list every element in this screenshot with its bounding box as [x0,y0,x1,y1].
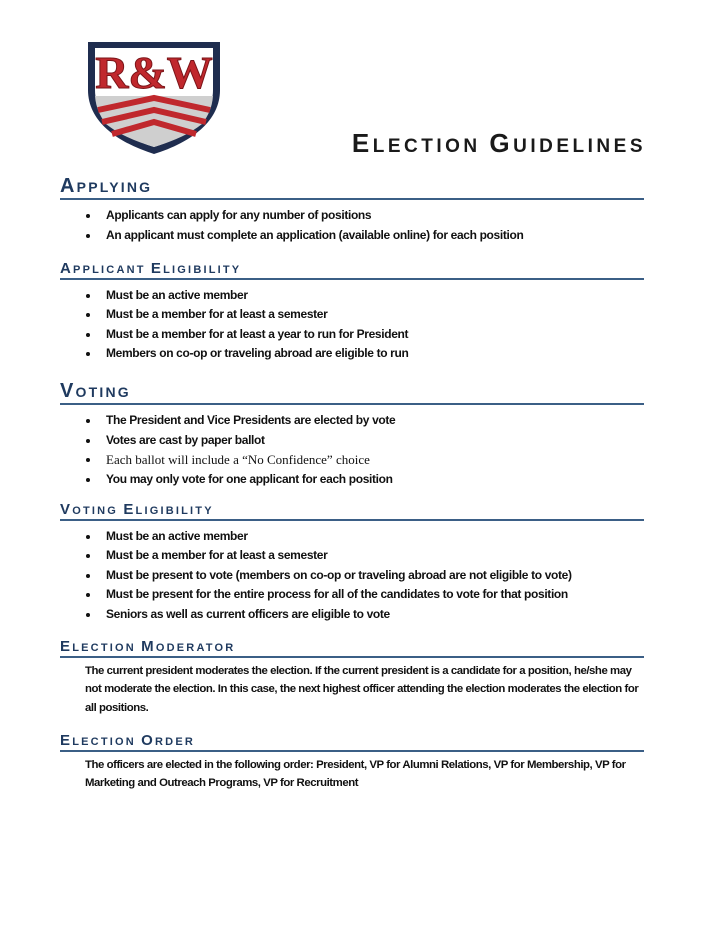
heading-applying: APPLYING [60,176,644,200]
list-item: Must be present for the entire process for all of the candidates to vote for that position [60,585,644,605]
section-applying [60,176,644,245]
list-item: Must be an active member [60,527,644,547]
list-item: Must be a member for at least a semester [60,546,644,566]
list-item: Must be an active member [60,286,644,306]
applying-list [60,206,644,245]
page-title: ELECTION GUIDELINES [351,128,646,158]
list-item: Must be a member for at least a semester [60,305,644,325]
section-voting [60,381,644,489]
section-election-order [60,733,644,793]
list-item: Applicants can apply for any number of positions [60,206,644,226]
rw-crest-logo [84,38,224,158]
section-election-moderator [60,639,644,717]
heading-election-moderator: ELECTION MODERATOR [60,639,644,658]
logo-text: R&W [95,47,213,98]
heading-voting-eligibility: VOTING ELIGIBILITY [60,502,644,521]
list-item: Must be present to vote (members on co-op or traveling abroad are not eligible to vote) [60,566,644,586]
list-item: Votes are cast by paper ballot [60,431,644,451]
list-item: Members on co-op or traveling abroad are eligible to run [60,344,644,364]
list-item: You may only vote for one applicant for each position [60,470,644,490]
list-item: Seniors as well as current officers are eligible to vote [60,605,644,625]
list-item: Must be a member for at least a year to run for President [60,325,644,345]
election-order-text: The officers are elected in the following order: President, VP for Alumni Relations, VP for Membership, VP for Marketing and Outreach Programs, VP for Recruitment [85,758,626,790]
voting-list [60,411,644,489]
list-item: Each ballot will include a “No Confidence” choice [60,450,644,470]
section-applicant-eligibility [60,261,644,364]
section-voting-eligibility [60,502,644,624]
voting-eligibility-list [60,527,644,625]
heading-applicant-eligibility: APPLICANT ELIGIBILITY [60,261,644,280]
list-item: An applicant must complete an application (available online) for each position [60,226,644,246]
election-moderator-text: The current president moderates the election. If the current president is a candidate for a position, he/she may not moderate the election. In this case, the next highest officer attending the election moderates the election for all positions. [85,664,639,714]
list-item: The President and Vice Presidents are elected by vote [60,411,644,431]
applicant-eligibility-list [60,286,644,364]
heading-election-order: ELECTION ORDER [60,733,644,752]
heading-voting: VOTING [60,381,644,405]
